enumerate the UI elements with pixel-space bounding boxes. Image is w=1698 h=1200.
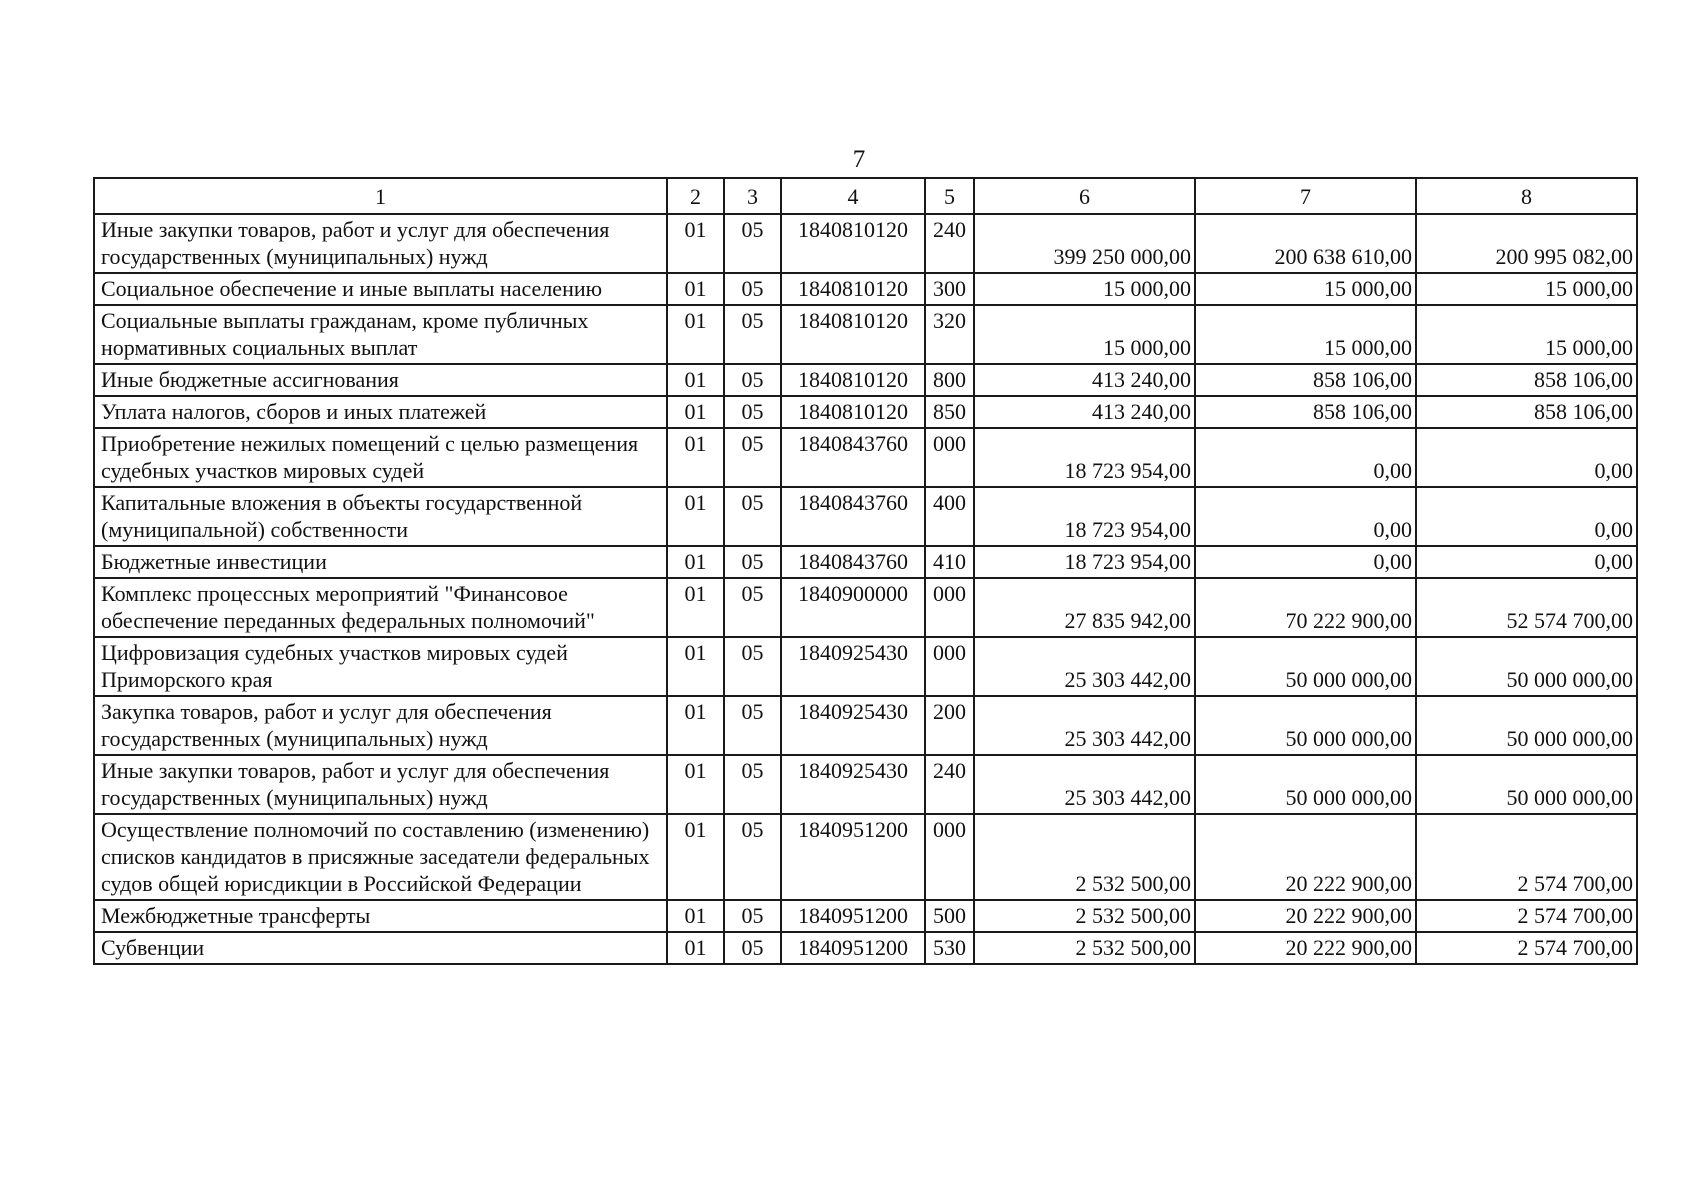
- item-name-cell: Иные закупки товаров, работ и услуг для обеспечения государственных (муниципальных) нужд: [94, 214, 667, 273]
- expense-type-cell: 000: [925, 578, 974, 637]
- table-row: [94, 487, 1637, 546]
- amount-cell-col6: 25 303 442,00: [974, 696, 1195, 755]
- amount-cell-col6: 18 723 954,00: [974, 546, 1195, 578]
- amount-cell-col8: 15 000,00: [1416, 273, 1637, 305]
- item-name-cell: Бюджетные инвестиции: [94, 546, 667, 578]
- column-header: 8: [1416, 178, 1637, 214]
- target-article-cell: 1840843760: [781, 428, 925, 487]
- amount-cell-col8: 858 106,00: [1416, 364, 1637, 396]
- column-header: 2: [667, 178, 724, 214]
- column-header: 7: [1195, 178, 1416, 214]
- target-article-cell: 1840843760: [781, 487, 925, 546]
- amount-cell-col8: 0,00: [1416, 546, 1637, 578]
- target-article-cell: 1840843760: [781, 546, 925, 578]
- subsection-code-cell: 05: [724, 305, 781, 364]
- subsection-code-cell: 05: [724, 637, 781, 696]
- expense-type-cell: 200: [925, 696, 974, 755]
- section-code-cell: 01: [667, 428, 724, 487]
- expense-type-cell: 240: [925, 755, 974, 814]
- page-number: 7: [852, 146, 866, 173]
- amount-cell-col8: 50 000 000,00: [1416, 696, 1637, 755]
- amount-cell-col7: 20 222 900,00: [1195, 900, 1416, 932]
- section-code-cell: 01: [667, 696, 724, 755]
- amount-cell-col8: 0,00: [1416, 487, 1637, 546]
- table-row: [94, 214, 1637, 273]
- table-row: [94, 932, 1637, 964]
- item-name-cell: Иные закупки товаров, работ и услуг для обеспечения государственных (муниципальных) нужд: [94, 755, 667, 814]
- amount-cell-col7: 0,00: [1195, 428, 1416, 487]
- subsection-code-cell: 05: [724, 578, 781, 637]
- amount-cell-col6: 27 835 942,00: [974, 578, 1195, 637]
- section-code-cell: 01: [667, 755, 724, 814]
- section-code-cell: 01: [667, 305, 724, 364]
- expense-type-cell: 000: [925, 814, 974, 900]
- section-code-cell: 01: [667, 932, 724, 964]
- amount-cell-col8: 50 000 000,00: [1416, 755, 1637, 814]
- amount-cell-col6: 25 303 442,00: [974, 755, 1195, 814]
- section-code-cell: 01: [667, 578, 724, 637]
- amount-cell-col8: 2 574 700,00: [1416, 814, 1637, 900]
- amount-cell-col7: 20 222 900,00: [1195, 814, 1416, 900]
- amount-cell-col7: 50 000 000,00: [1195, 637, 1416, 696]
- amount-cell-col7: 858 106,00: [1195, 364, 1416, 396]
- expense-type-cell: 800: [925, 364, 974, 396]
- column-number-row: [94, 178, 1637, 214]
- table-row: [94, 273, 1637, 305]
- section-code-cell: 01: [667, 637, 724, 696]
- target-article-cell: 1840810120: [781, 364, 925, 396]
- table-row: [94, 755, 1637, 814]
- amount-cell-col8: 52 574 700,00: [1416, 578, 1637, 637]
- table-row: [94, 696, 1637, 755]
- expense-type-cell: 000: [925, 637, 974, 696]
- table-row: [94, 305, 1637, 364]
- table-row: [94, 428, 1637, 487]
- item-name-cell: Уплата налогов, сборов и иных платежей: [94, 396, 667, 428]
- amount-cell-col6: 2 532 500,00: [974, 814, 1195, 900]
- expense-type-cell: 300: [925, 273, 974, 305]
- table-row: [94, 900, 1637, 932]
- section-code-cell: 01: [667, 546, 724, 578]
- section-code-cell: 01: [667, 273, 724, 305]
- target-article-cell: 1840925430: [781, 696, 925, 755]
- subsection-code-cell: 05: [724, 396, 781, 428]
- section-code-cell: 01: [667, 814, 724, 900]
- item-name-cell: Закупка товаров, работ и услуг для обеспечения государственных (муниципальных) нужд: [94, 696, 667, 755]
- section-code-cell: 01: [667, 900, 724, 932]
- amount-cell-col7: 200 638 610,00: [1195, 214, 1416, 273]
- amount-cell-col6: 413 240,00: [974, 396, 1195, 428]
- amount-cell-col8: 858 106,00: [1416, 396, 1637, 428]
- table-row: [94, 578, 1637, 637]
- target-article-cell: 1840925430: [781, 637, 925, 696]
- amount-cell-col7: 0,00: [1195, 546, 1416, 578]
- target-article-cell: 1840925430: [781, 755, 925, 814]
- amount-cell-col7: 15 000,00: [1195, 273, 1416, 305]
- subsection-code-cell: 05: [724, 273, 781, 305]
- amount-cell-col6: 15 000,00: [974, 273, 1195, 305]
- expense-type-cell: 850: [925, 396, 974, 428]
- amount-cell-col8: 2 574 700,00: [1416, 900, 1637, 932]
- item-name-cell: Комплекс процессных мероприятий "Финансовое обеспечение переданных федеральных полномочий": [94, 578, 667, 637]
- subsection-code-cell: 05: [724, 428, 781, 487]
- subsection-code-cell: 05: [724, 814, 781, 900]
- subsection-code-cell: 05: [724, 900, 781, 932]
- amount-cell-col6: 413 240,00: [974, 364, 1195, 396]
- amount-cell-col7: 858 106,00: [1195, 396, 1416, 428]
- item-name-cell: Иные бюджетные ассигнования: [94, 364, 667, 396]
- item-name-cell: Субвенции: [94, 932, 667, 964]
- table-row: [94, 637, 1637, 696]
- target-article-cell: 1840810120: [781, 305, 925, 364]
- expense-type-cell: 240: [925, 214, 974, 273]
- amount-cell-col6: 2 532 500,00: [974, 932, 1195, 964]
- item-name-cell: Капитальные вложения в объекты государственной (муниципальной) собственности: [94, 487, 667, 546]
- item-name-cell: Приобретение нежилых помещений с целью размещения судебных участков мировых судей: [94, 428, 667, 487]
- target-article-cell: 1840810120: [781, 214, 925, 273]
- expense-type-cell: 410: [925, 546, 974, 578]
- expense-type-cell: 000: [925, 428, 974, 487]
- amount-cell-col8: 15 000,00: [1416, 305, 1637, 364]
- subsection-code-cell: 05: [724, 214, 781, 273]
- amount-cell-col6: 399 250 000,00: [974, 214, 1195, 273]
- expense-type-cell: 320: [925, 305, 974, 364]
- target-article-cell: 1840810120: [781, 273, 925, 305]
- amount-cell-col6: 18 723 954,00: [974, 487, 1195, 546]
- target-article-cell: 1840951200: [781, 900, 925, 932]
- subsection-code-cell: 05: [724, 364, 781, 396]
- subsection-code-cell: 05: [724, 755, 781, 814]
- item-name-cell: Социальное обеспечение и иные выплаты населению: [94, 273, 667, 305]
- target-article-cell: 1840810120: [781, 396, 925, 428]
- budget-table: [93, 177, 1638, 965]
- column-header: 6: [974, 178, 1195, 214]
- table-row: [94, 546, 1637, 578]
- amount-cell-col7: 15 000,00: [1195, 305, 1416, 364]
- item-name-cell: Осуществление полномочий по составлению (изменению) списков кандидатов в присяжные заседатели федеральных судов общей юрисдикции в Российской Федерации: [94, 814, 667, 900]
- expense-type-cell: 530: [925, 932, 974, 964]
- amount-cell-col7: 70 222 900,00: [1195, 578, 1416, 637]
- amount-cell-col7: 0,00: [1195, 487, 1416, 546]
- expense-type-cell: 400: [925, 487, 974, 546]
- amount-cell-col6: 18 723 954,00: [974, 428, 1195, 487]
- amount-cell-col7: 50 000 000,00: [1195, 696, 1416, 755]
- target-article-cell: 1840951200: [781, 814, 925, 900]
- amount-cell-col6: 25 303 442,00: [974, 637, 1195, 696]
- item-name-cell: Социальные выплаты гражданам, кроме публичных нормативных социальных выплат: [94, 305, 667, 364]
- section-code-cell: 01: [667, 487, 724, 546]
- item-name-cell: Цифровизация судебных участков мировых судей Приморского края: [94, 637, 667, 696]
- table-row: [94, 364, 1637, 396]
- amount-cell-col8: 2 574 700,00: [1416, 932, 1637, 964]
- column-header: 5: [925, 178, 974, 214]
- table-row: [94, 396, 1637, 428]
- table-row: [94, 814, 1637, 900]
- table-header: [94, 178, 1637, 214]
- column-header: 4: [781, 178, 925, 214]
- target-article-cell: 1840900000: [781, 578, 925, 637]
- subsection-code-cell: 05: [724, 546, 781, 578]
- expense-type-cell: 500: [925, 900, 974, 932]
- subsection-code-cell: 05: [724, 487, 781, 546]
- section-code-cell: 01: [667, 214, 724, 273]
- amount-cell-col6: 2 532 500,00: [974, 900, 1195, 932]
- section-code-cell: 01: [667, 364, 724, 396]
- section-code-cell: 01: [667, 396, 724, 428]
- amount-cell-col7: 20 222 900,00: [1195, 932, 1416, 964]
- amount-cell-col8: 0,00: [1416, 428, 1637, 487]
- amount-cell-col6: 15 000,00: [974, 305, 1195, 364]
- item-name-cell: Межбюджетные трансферты: [94, 900, 667, 932]
- amount-cell-col7: 50 000 000,00: [1195, 755, 1416, 814]
- amount-cell-col8: 200 995 082,00: [1416, 214, 1637, 273]
- column-header: 3: [724, 178, 781, 214]
- table-body: [94, 214, 1637, 964]
- target-article-cell: 1840951200: [781, 932, 925, 964]
- column-header: 1: [94, 178, 667, 214]
- amount-cell-col8: 50 000 000,00: [1416, 637, 1637, 696]
- subsection-code-cell: 05: [724, 696, 781, 755]
- subsection-code-cell: 05: [724, 932, 781, 964]
